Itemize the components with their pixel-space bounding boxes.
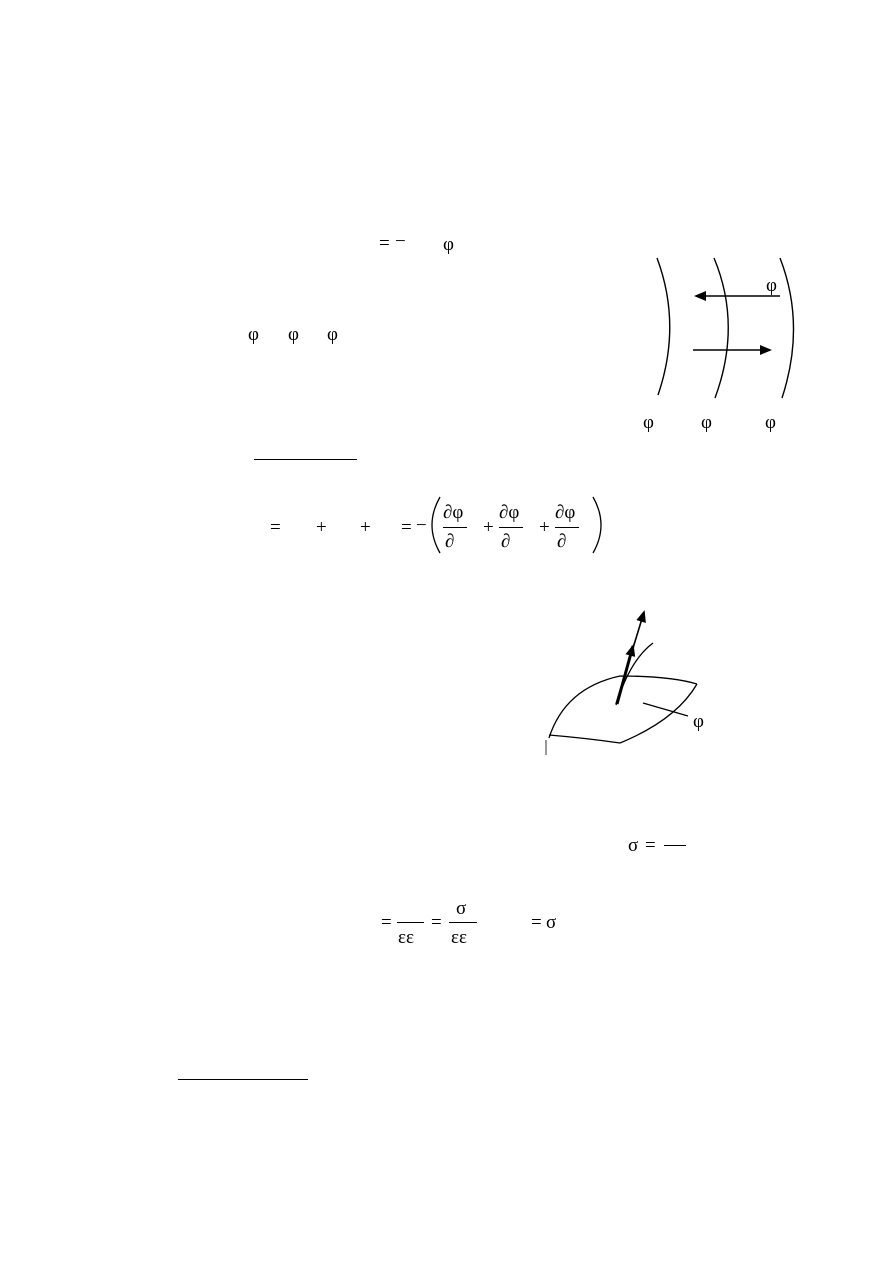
field-line-curve	[616, 643, 653, 705]
minus-sign: −	[395, 231, 406, 252]
phi-symbol: φ	[288, 324, 299, 345]
phi-symbol: φ	[701, 412, 712, 433]
equals-sign: =	[270, 517, 281, 538]
plus-sign: +	[316, 517, 327, 538]
fraction-denominator: ∂	[445, 531, 455, 552]
equals-sign: =	[431, 912, 442, 933]
plus-sign: +	[360, 517, 371, 538]
phi-symbol: φ	[765, 412, 776, 433]
fraction-denominator: εε	[451, 927, 467, 948]
equipotential-curve-3	[780, 258, 794, 398]
heading-underline	[254, 459, 357, 460]
right-paren	[593, 497, 601, 553]
phi-symbol: φ	[693, 711, 704, 732]
fraction-bar	[555, 527, 579, 528]
left-paren	[432, 497, 440, 553]
fraction-bar	[449, 922, 477, 923]
fraction-denominator: ∂	[501, 531, 511, 552]
fraction-numerator: σ	[456, 898, 467, 919]
surface-right-edge	[620, 684, 697, 743]
sigma-symbol: σ	[546, 912, 557, 933]
equals-sign: =	[645, 835, 656, 856]
plus-sign: +	[539, 517, 550, 538]
fraction-numerator: ∂φ	[555, 502, 576, 523]
plus-sign: +	[483, 517, 494, 538]
surface-bottom-edge	[549, 735, 620, 743]
fraction-numerator: ∂φ	[499, 502, 520, 523]
phi-symbol: φ	[327, 324, 338, 345]
fraction-numerator: ∂φ	[443, 502, 464, 523]
gradient-vector-arrow	[617, 646, 633, 704]
equals-sign: =	[531, 912, 542, 933]
fraction-bar	[499, 527, 523, 528]
equals-sign: =	[401, 517, 412, 538]
equals-sign: =	[381, 912, 392, 933]
minus-sign: −	[416, 515, 427, 536]
fraction-bar	[443, 527, 467, 528]
phi-symbol: φ	[766, 275, 777, 296]
fraction-denominator: εε	[398, 927, 414, 948]
equipotential-curve-2	[714, 258, 728, 398]
fraction-denominator: ∂	[557, 531, 567, 552]
sigma-symbol: σ	[628, 835, 639, 856]
equals-sign: =	[379, 233, 390, 254]
phi-symbol: φ	[248, 324, 259, 345]
section-underline	[178, 1079, 308, 1080]
phi-symbol: φ	[643, 412, 654, 433]
fraction-bar	[664, 845, 686, 846]
fraction-bar	[397, 922, 424, 923]
equipotential-curve-1	[657, 258, 670, 395]
phi-symbol: φ	[443, 234, 454, 255]
